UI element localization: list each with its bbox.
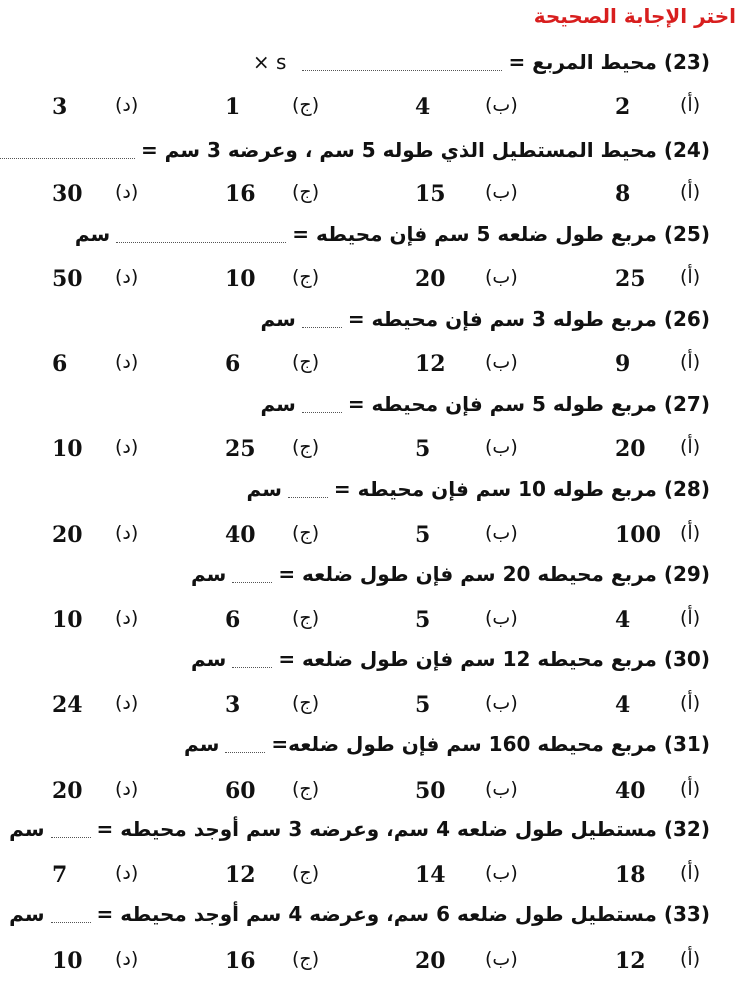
option-value-d[interactable]: 10: [52, 607, 83, 633]
option-label-a[interactable]: (أ): [680, 862, 701, 884]
option-value-b[interactable]: 14: [415, 862, 446, 888]
question-number: (32): [663, 817, 710, 841]
option-label-b[interactable]: (ب): [485, 948, 518, 970]
option-value-c[interactable]: 16: [225, 948, 256, 974]
option-label-a[interactable]: (أ): [680, 778, 701, 800]
option-value-b[interactable]: 4: [415, 94, 431, 120]
question-text: [16, 50, 710, 80]
option-value-d[interactable]: 20: [52, 778, 83, 804]
unit-label: سم: [190, 562, 227, 586]
question-statement: مربع طوله 3 سم فإن محيطه =: [347, 307, 664, 331]
answer-blank[interactable]: [116, 228, 286, 243]
option-value-b[interactable]: 5: [415, 436, 431, 462]
unit-label: سم: [184, 732, 220, 756]
question-number: (31): [663, 732, 710, 756]
answer-blank[interactable]: [0, 144, 135, 159]
option-label-b[interactable]: (ب): [485, 778, 518, 800]
option-value-d[interactable]: 24: [52, 692, 83, 718]
option-value-d[interactable]: 20: [52, 522, 83, 548]
question-statement: مربع طوله 10 سم فإن محيطه =: [333, 477, 664, 501]
question-number: (33): [663, 902, 710, 926]
option-label-c[interactable]: (ج): [292, 94, 320, 116]
option-value-b[interactable]: 12: [415, 351, 446, 377]
option-label-d[interactable]: (د): [115, 778, 139, 800]
option-label-d[interactable]: (د): [115, 181, 139, 203]
side-times-label: s ×: [252, 50, 287, 74]
question-statement: مربع محيطه 12 سم فإن طول ضلعه =: [278, 647, 664, 671]
option-label-d[interactable]: (د): [115, 862, 139, 884]
option-value-a[interactable]: 9: [615, 351, 631, 377]
question-number: (30): [663, 647, 710, 671]
option-label-b[interactable]: (ب): [485, 351, 518, 373]
question-text: [16, 222, 710, 252]
question-text: [9, 817, 710, 847]
option-label-a[interactable]: (أ): [680, 351, 701, 373]
option-value-c[interactable]: 3: [225, 692, 241, 718]
answer-blank[interactable]: [232, 568, 272, 583]
question-text: [16, 477, 710, 507]
options-row: [0, 778, 750, 812]
option-value-c[interactable]: 1: [225, 94, 241, 120]
unit-label: سم: [260, 392, 296, 416]
option-value-c[interactable]: 10: [225, 266, 256, 292]
option-label-c[interactable]: (ج): [292, 778, 320, 800]
options-row: [0, 436, 750, 470]
option-label-a[interactable]: (أ): [680, 436, 701, 458]
option-label-a[interactable]: (أ): [680, 692, 701, 714]
question-text: [16, 392, 710, 422]
option-label-b[interactable]: (ب): [485, 436, 518, 458]
option-value-d[interactable]: 10: [52, 436, 83, 462]
option-value-c[interactable]: 25: [225, 436, 256, 462]
option-label-d[interactable]: (د): [115, 436, 139, 458]
question-number: (23): [663, 50, 710, 74]
answer-blank[interactable]: [225, 738, 265, 753]
option-value-d[interactable]: 10: [52, 948, 83, 974]
option-value-b[interactable]: 5: [415, 692, 431, 718]
question-number: (28): [663, 477, 710, 501]
question-statement: محيط المستطيل الذي طوله 5 سم ، وعرضه 3 سم =: [140, 138, 664, 162]
option-value-b[interactable]: 5: [415, 522, 431, 548]
option-label-a[interactable]: (أ): [680, 266, 701, 288]
option-value-c[interactable]: 60: [225, 778, 256, 804]
option-value-b[interactable]: 15: [415, 181, 446, 207]
option-value-c[interactable]: 6: [225, 607, 241, 633]
option-value-c[interactable]: 40: [225, 522, 256, 548]
option-label-c[interactable]: (ج): [292, 436, 320, 458]
question-statement: مربع محيطه 160 سم فإن طول ضلعه=: [271, 732, 664, 756]
option-label-a[interactable]: (أ): [680, 181, 701, 203]
option-label-c[interactable]: (ج): [292, 351, 320, 373]
question-text: [16, 647, 710, 677]
option-value-a[interactable]: 4: [615, 607, 631, 633]
option-value-a[interactable]: 18: [615, 862, 646, 888]
option-label-c[interactable]: (ج): [292, 522, 320, 544]
option-value-d[interactable]: 6: [52, 351, 68, 377]
options-row: [0, 351, 750, 385]
options-row: [0, 266, 750, 300]
option-label-c[interactable]: (ج): [292, 948, 320, 970]
option-label-b[interactable]: (ب): [485, 266, 518, 288]
question-statement: مربع محيطه 20 سم فإن طول ضلعه =: [278, 562, 664, 586]
answer-blank[interactable]: [288, 483, 328, 498]
option-label-d[interactable]: (د): [115, 607, 139, 629]
options-row: [0, 522, 750, 556]
options-row: [0, 862, 750, 896]
option-label-c[interactable]: (ج): [292, 181, 320, 203]
question-number: (29): [663, 562, 710, 586]
option-label-d[interactable]: (د): [115, 948, 139, 970]
option-label-c[interactable]: (ج): [292, 692, 320, 714]
option-label-d[interactable]: (د): [115, 522, 139, 544]
option-label-b[interactable]: (ب): [485, 692, 518, 714]
option-label-b[interactable]: (ب): [485, 94, 518, 116]
option-value-a[interactable]: 25: [615, 266, 646, 292]
option-label-b[interactable]: (ب): [485, 181, 518, 203]
option-label-c[interactable]: (ج): [292, 266, 320, 288]
option-value-b[interactable]: 50: [415, 778, 446, 804]
option-value-a[interactable]: 20: [615, 436, 646, 462]
answer-blank[interactable]: [232, 653, 272, 668]
option-value-c[interactable]: 12: [225, 862, 256, 888]
option-label-a[interactable]: (أ): [680, 948, 701, 970]
question-text: [16, 307, 710, 337]
answer-blank[interactable]: [51, 823, 91, 838]
option-label-d[interactable]: (د): [115, 94, 139, 116]
option-value-a[interactable]: 12: [615, 948, 646, 974]
option-value-b[interactable]: 20: [415, 266, 446, 292]
answer-blank[interactable]: [51, 908, 91, 923]
question-number: (27): [663, 392, 710, 416]
option-label-a[interactable]: (أ): [680, 522, 701, 544]
unit-label: سم: [190, 647, 227, 671]
option-value-a[interactable]: 4: [615, 692, 631, 718]
option-value-b[interactable]: 20: [415, 948, 446, 974]
unit-label: سم: [9, 817, 45, 841]
option-value-a[interactable]: 2: [615, 94, 631, 120]
option-label-a[interactable]: (أ): [680, 607, 701, 629]
options-row: [0, 948, 750, 982]
option-value-b[interactable]: 5: [415, 607, 431, 633]
question-statement: مربع طول ضلعه 5 سم فإن محيطه =: [292, 222, 664, 246]
option-label-b[interactable]: (ب): [485, 862, 518, 884]
option-value-d[interactable]: 3: [52, 94, 68, 120]
options-row: [0, 181, 750, 215]
answer-blank[interactable]: [302, 398, 342, 413]
question-text: [9, 902, 710, 932]
question-number: (25): [663, 222, 710, 246]
option-value-a[interactable]: 40: [615, 778, 646, 804]
unit-label: سم: [74, 222, 111, 246]
unit-label: سم: [9, 902, 45, 926]
question-number: (24): [663, 138, 710, 162]
question-statement: مستطيل طول ضلعه 4 سم، وعرضه 3 سم أوجد محيطه =: [96, 817, 664, 841]
answer-blank[interactable]: [302, 56, 502, 71]
option-value-d[interactable]: 50: [52, 266, 83, 292]
option-value-d[interactable]: 30: [52, 181, 83, 207]
option-label-b[interactable]: (ب): [485, 607, 518, 629]
unit-label: سم: [246, 477, 282, 501]
question-text: [16, 138, 710, 168]
options-row: [0, 692, 750, 726]
option-label-a[interactable]: (أ): [680, 94, 701, 116]
options-row: [0, 94, 750, 128]
answer-blank[interactable]: [302, 313, 342, 328]
option-value-c[interactable]: 16: [225, 181, 256, 207]
option-value-d[interactable]: 7: [52, 862, 68, 888]
option-label-c[interactable]: (ج): [292, 607, 320, 629]
question-text: [16, 562, 710, 592]
question-number: (26): [663, 307, 710, 331]
option-label-c[interactable]: (ج): [292, 862, 320, 884]
option-label-d[interactable]: (د): [115, 692, 139, 714]
question-statement: مستطيل طول ضلعه 6 سم، وعرضه 4 سم أوجد محيطه =: [96, 902, 664, 926]
page-title: اختر الإجابة الصحيحة: [533, 4, 736, 28]
question-text: [16, 732, 710, 762]
option-label-d[interactable]: (د): [115, 351, 139, 373]
option-label-d[interactable]: (د): [115, 266, 139, 288]
option-value-c[interactable]: 6: [225, 351, 241, 377]
unit-label: سم: [260, 307, 296, 331]
question-statement: محيط المربع =: [508, 50, 664, 74]
question-statement: مربع طوله 5 سم فإن محيطه =: [347, 392, 664, 416]
option-value-a[interactable]: 100: [615, 522, 661, 548]
options-row: [0, 607, 750, 641]
option-label-b[interactable]: (ب): [485, 522, 518, 544]
option-value-a[interactable]: 8: [615, 181, 631, 207]
